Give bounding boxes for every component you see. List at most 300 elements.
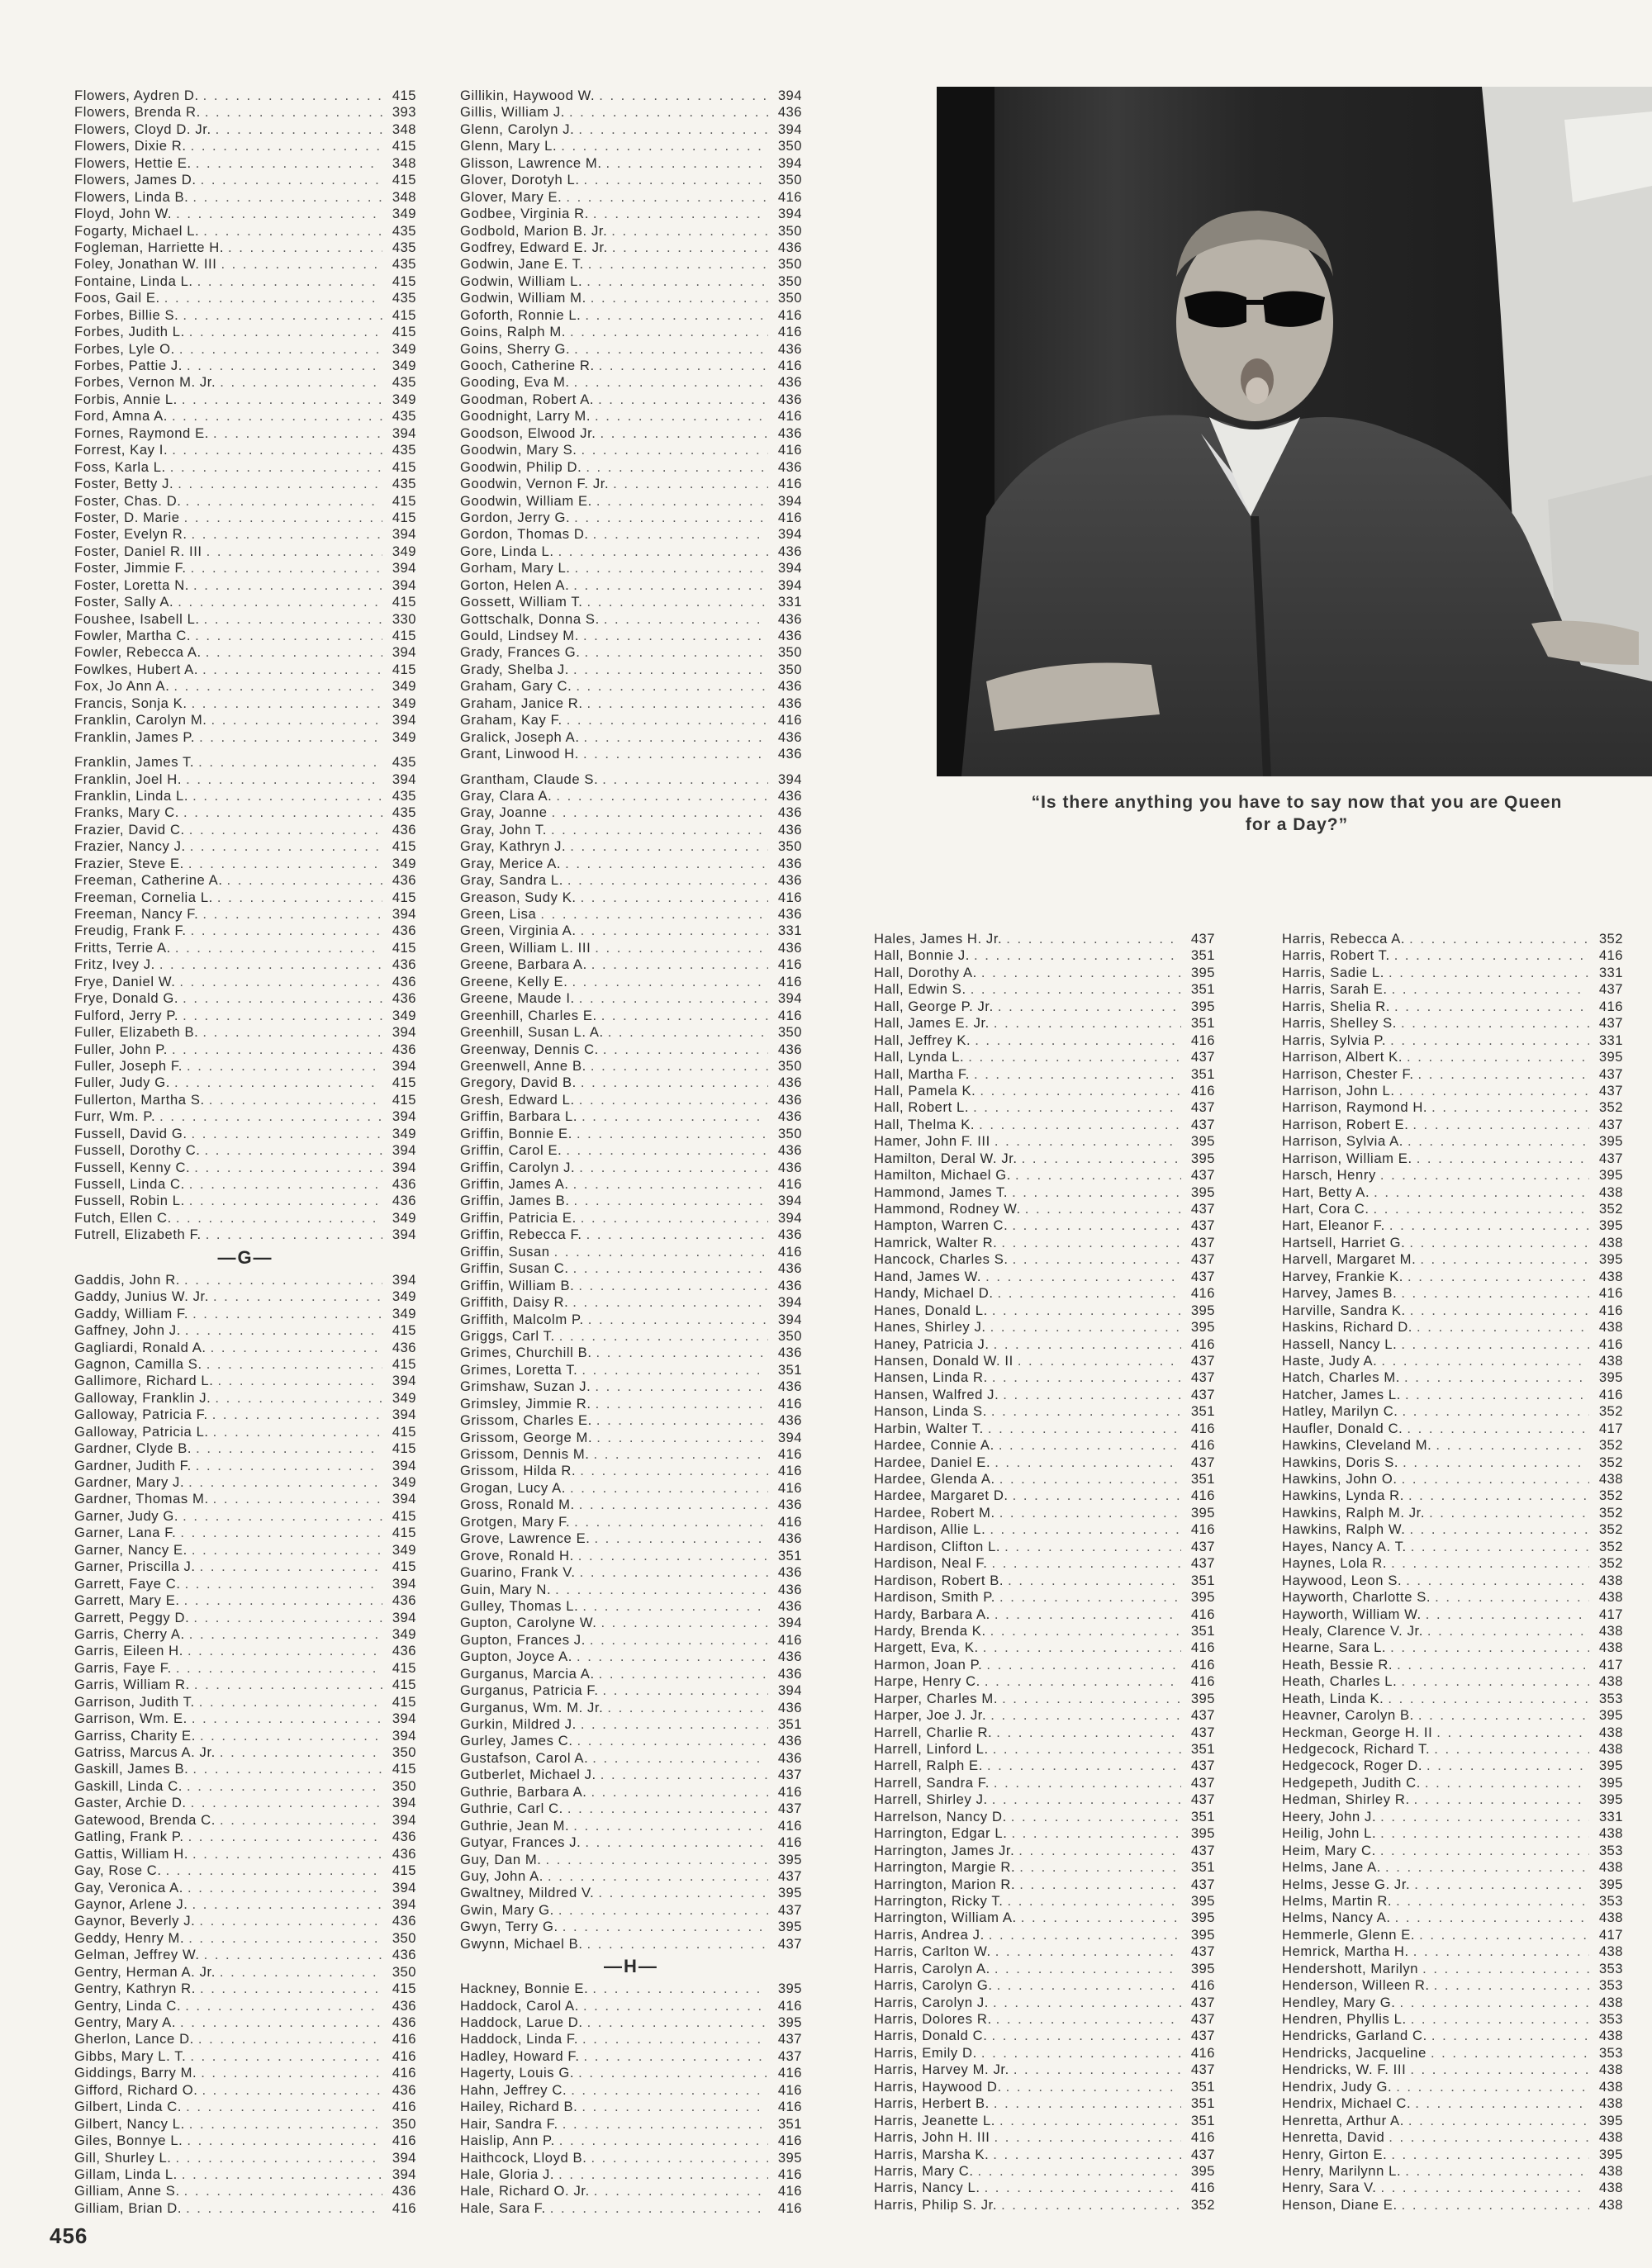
entry-name: Foushee, Isabell L. [74, 610, 200, 627]
entry-name: Gorton, Helen A. [460, 576, 570, 593]
index-entry [460, 1981, 802, 1997]
leader-dots [990, 1521, 1181, 1538]
entry-page: 350 [777, 838, 802, 855]
leader-dots [572, 974, 768, 990]
entry-page: 395 [1190, 2162, 1215, 2179]
entry-name: Hanes, Shirley J. [874, 1319, 986, 1336]
index-entry [460, 88, 802, 104]
leader-dots [1380, 1825, 1589, 1842]
entry-page: 416 [1190, 1437, 1215, 1454]
entry-name: Hall, George P. Jr. [874, 998, 994, 1014]
entry-name: Forbes, Pattie J. [74, 358, 183, 373]
leader-dots [205, 1142, 383, 1159]
index-entry [874, 1235, 1215, 1251]
entry-name: Helms, Jane A. [1282, 1859, 1381, 1876]
entry-name: Gwin, Mary G. [460, 1901, 554, 1918]
entry-page: 394 [392, 1609, 416, 1625]
entry-page: 436 [392, 1997, 416, 2014]
index-entry [460, 577, 802, 594]
entry-name: Foos, Gail E. [74, 290, 160, 306]
entry-name: Harpe, Henry C. [874, 1673, 980, 1690]
index-entry [74, 189, 416, 206]
leader-dots [573, 662, 768, 678]
entry-name: Foster, Loretta N. [74, 576, 189, 593]
entry-name: Furr, Wm. P. [74, 1108, 156, 1125]
index-entry [74, 2200, 416, 2217]
leader-dots [595, 1378, 768, 1395]
index-entry [874, 999, 1215, 1015]
entry-name: Handy, Michael D. [874, 1285, 994, 1302]
index-entry [74, 1210, 416, 1227]
entry-name: Goodwin, William E. [460, 492, 592, 509]
leader-dots [584, 729, 768, 746]
entry-page: 416 [1190, 2129, 1215, 2146]
index-entry [1282, 2163, 1623, 2180]
entry-page: 394 [392, 1407, 416, 1423]
leader-dots [592, 1750, 768, 1767]
index-entry [1282, 1927, 1623, 1943]
entry-name: Gottschalk, Donna S. [460, 610, 600, 627]
entry-page: 394 [392, 1227, 416, 1243]
leader-dots [995, 1606, 1181, 1623]
entry-page: 415 [392, 492, 416, 509]
entry-name: Harris, Robert T. [1282, 947, 1390, 964]
entry-page: 438 [1598, 2162, 1623, 2179]
leader-dots [558, 1902, 768, 1919]
entry-page: 436 [392, 1947, 416, 1963]
index-entry [460, 1682, 802, 1699]
leader-dots [195, 628, 382, 644]
index-entry [460, 1649, 802, 1665]
leader-dots [1380, 1809, 1589, 1825]
leader-dots [593, 206, 768, 222]
entry-name: Harris, Shelley S. [1282, 1015, 1397, 1032]
entry-name: Grogan, Lucy A. [460, 1479, 566, 1496]
leader-dots [175, 940, 382, 956]
entry-page: 415 [392, 88, 416, 103]
entry-page: 415 [392, 1559, 416, 1575]
index-entry [874, 1049, 1215, 1065]
entry-page: 438 [1598, 1471, 1623, 1487]
index-entry [74, 804, 416, 821]
entry-name: Gilliam, Brian D. [74, 2199, 183, 2216]
entry-name: Gifford, Richard O. [74, 2081, 198, 2098]
leader-dots [1414, 1877, 1589, 1893]
entry-page: 437 [1190, 1791, 1215, 1808]
index-entry [460, 1750, 802, 1767]
letter-heading: —G— [217, 1246, 273, 1268]
entry-name: Harris, Emily D. [874, 2044, 977, 2061]
entry-page: 437 [1190, 1842, 1215, 1858]
entry-name: Fornes, Raymond E. [74, 425, 209, 441]
index-entry [1282, 1539, 1623, 1555]
leader-dots [1389, 1217, 1589, 1234]
leader-dots [577, 1126, 768, 1142]
leader-dots [220, 1812, 382, 1829]
entry-name: Gurganus, Marcia A. [460, 1665, 595, 1682]
entry-page: 416 [1190, 1656, 1215, 1673]
index-entry [874, 1943, 1215, 1960]
entry-page: 415 [392, 628, 416, 643]
entry-name: Gore, Linda L. [460, 543, 554, 559]
entry-name: Godbee, Virginia R. [460, 206, 589, 222]
leader-dots [203, 88, 382, 104]
entry-page: 438 [1598, 1825, 1623, 1842]
index-entry [460, 543, 802, 560]
entry-name: Hatch, Charles M. [1282, 1369, 1400, 1386]
index-entry [874, 1877, 1215, 1893]
entry-name: Franks, Mary C. [74, 804, 180, 821]
leader-dots [1436, 1437, 1589, 1454]
index-entry [874, 1251, 1215, 1268]
index-entry [874, 2095, 1215, 2112]
index-entry [74, 1728, 416, 1744]
entry-name: Hassell, Nancy L. [1282, 1336, 1398, 1352]
entry-page: 415 [392, 138, 416, 154]
leader-dots [1385, 1859, 1589, 1876]
entry-name: Guy, John A. [460, 1867, 544, 1884]
entry-page: 352 [1598, 1504, 1623, 1521]
index-entry [874, 2011, 1215, 2028]
leader-dots [183, 307, 382, 324]
index-entry [1282, 1995, 1623, 2011]
entry-name: Hardison, Allie L. [874, 1521, 986, 1538]
entry-page: 416 [1190, 1977, 1215, 1994]
leader-dots [559, 1328, 768, 1345]
entry-name: Harrell, Charlie R. [874, 1724, 993, 1740]
index-entry [74, 1024, 416, 1041]
entry-name: Hendricks, W. F. III [1282, 2062, 1407, 2078]
index-entry [460, 1378, 802, 1395]
leader-dots [995, 1454, 1181, 1471]
index-entry [74, 2150, 416, 2166]
index-entry [74, 2031, 416, 2047]
leader-dots [551, 822, 768, 838]
entry-page: 353 [1598, 2011, 1623, 2027]
entry-page: 435 [392, 442, 416, 458]
leader-dots [599, 1666, 768, 1682]
entry-name: Gherlon, Lance D. [74, 2031, 194, 2047]
entry-page: 415 [392, 939, 416, 956]
index-entry [74, 88, 416, 104]
entry-name: Hendricks, Garland C. [1282, 2028, 1427, 2044]
entry-page: 416 [1598, 1285, 1623, 1302]
index-entry [874, 1151, 1215, 1167]
entry-name: Hampton, Warren C. [874, 1217, 1009, 1234]
leader-dots [591, 290, 768, 306]
index-entry [874, 1521, 1215, 1538]
index-entry [1282, 1235, 1623, 1251]
entry-page: 438 [1598, 2095, 1623, 2112]
leader-dots [1422, 1961, 1589, 1977]
index-entry [1282, 1184, 1623, 1201]
entry-page: 437 [1598, 1082, 1623, 1098]
leader-dots [1401, 1336, 1589, 1353]
entry-name: Hales, James H. Jr. [874, 931, 1003, 947]
entry-page: 416 [1598, 1302, 1623, 1318]
photo-illustration [937, 87, 1652, 776]
entry-name: Heavner, Carolyn B. [1282, 1707, 1414, 1724]
index-entry [874, 1099, 1215, 1116]
entry-name: Gossett, William T. [460, 594, 583, 610]
entry-page: 331 [777, 923, 802, 939]
index-entry [1282, 1943, 1623, 1960]
entry-page: 349 [392, 1288, 416, 1305]
leader-dots [992, 1302, 1181, 1319]
index-entry [874, 1505, 1215, 1521]
index-entry [1282, 1877, 1623, 1893]
entry-name: Hardison, Robert B. [874, 1572, 1004, 1588]
entry-page: 394 [777, 88, 802, 103]
entry-page: 435 [392, 787, 416, 804]
entry-name: Fulford, Jerry P. [74, 1007, 179, 1023]
index-entry [74, 391, 416, 408]
entry-name: Gupton, Frances J. [460, 1631, 586, 1648]
entry-name: Harris, Rebecca A. [1282, 931, 1406, 947]
leader-dots [585, 1834, 768, 1851]
leader-dots [220, 374, 382, 391]
leader-dots [183, 1008, 382, 1024]
entry-name: Hardee, Daniel E. [874, 1454, 991, 1470]
entry-name: Haislip, Ann P. [460, 2133, 555, 2149]
index-entry [460, 712, 802, 728]
entry-name: Goodwin, Vernon F. Jr. [460, 476, 610, 492]
leader-dots [993, 2147, 1181, 2163]
leader-dots [1412, 1117, 1589, 1133]
entry-name: Ford, Amna A. [74, 408, 168, 425]
leader-dots [179, 341, 382, 358]
index-entry [1282, 1117, 1623, 1133]
index-entry [74, 1592, 416, 1609]
leader-dots [190, 838, 382, 855]
entry-page: 436 [777, 1260, 802, 1277]
entry-page: 416 [1598, 947, 1623, 964]
index-entry [874, 1336, 1215, 1353]
index-entry [74, 493, 416, 510]
leader-dots [189, 1626, 382, 1643]
index-entry [1282, 1521, 1623, 1538]
leader-dots [579, 1160, 768, 1176]
entry-name: Fogleman, Harriette H. [74, 239, 225, 255]
index-entry [874, 1573, 1215, 1589]
entry-name: Garrett, Mary E. [74, 1592, 180, 1609]
entry-name: Griffin, James A. [460, 1176, 569, 1192]
leader-dots [586, 273, 768, 290]
leader-dots [1408, 1133, 1589, 1150]
index-entry [1282, 1049, 1623, 1065]
index-entry [460, 1278, 802, 1294]
entry-name: Harris, Marsha K. [874, 2146, 990, 2162]
index-entry [874, 2045, 1215, 2062]
index-entry [1282, 2045, 1623, 2062]
entry-name: Freeman, Cornelia L. [74, 889, 213, 905]
entry-name: Fuller, John P. [74, 1041, 168, 1057]
entry-page: 416 [1190, 2044, 1215, 2061]
entry-page: 437 [1598, 1015, 1623, 1032]
entry-name: Harrison, Robert E. [1282, 1116, 1409, 1132]
leader-dots [556, 788, 768, 804]
index-entry [460, 990, 802, 1007]
entry-page: 394 [777, 492, 802, 509]
leader-dots [178, 594, 382, 610]
entry-name: Gilbert, Nancy L. [74, 2115, 185, 2132]
leader-dots [191, 923, 382, 939]
entry-name: Heath, Charles L. [1282, 1673, 1398, 1690]
index-entry [74, 1176, 416, 1193]
index-entry [74, 1227, 416, 1243]
entry-name: Greene, Barbara A. [460, 956, 587, 973]
index-entry [460, 2031, 802, 2047]
index-entry [460, 459, 802, 476]
index-entry [74, 1998, 416, 2014]
index-entry [74, 771, 416, 788]
entry-page: 394 [777, 1429, 802, 1445]
leader-dots [1390, 1032, 1589, 1049]
leader-dots [1019, 1877, 1181, 1893]
entry-page: 437 [777, 2031, 802, 2047]
leader-dots [1409, 931, 1589, 947]
leader-dots [1429, 1505, 1589, 1521]
entry-page: 349 [392, 855, 416, 871]
entry-name: Foster, Evelyn R. [74, 526, 188, 543]
entry-name: Hamilton, Deral W. Jr. [874, 1150, 1018, 1166]
entry-name: Gagliardi, Ronald A. [74, 1339, 206, 1355]
leader-dots [611, 223, 768, 240]
entry-name: Gilliam, Anne S. [74, 2183, 180, 2199]
index-entry [74, 1373, 416, 1389]
entry-name: Gordon, Thomas D. [460, 526, 589, 543]
index-entry [74, 2099, 416, 2115]
leader-dots [1011, 1825, 1181, 1842]
leader-dots [1401, 1673, 1589, 1690]
leader-dots [577, 1649, 768, 1665]
index-entry [874, 1893, 1215, 1910]
entry-name: Hancock, Charles S. [874, 1251, 1009, 1268]
entry-page: 416 [777, 889, 802, 905]
entry-name: Gross, Ronald M. [460, 1497, 575, 1513]
index-entry [460, 256, 802, 273]
entry-name: Heery, John J. [1282, 1808, 1377, 1824]
leader-dots [188, 1643, 382, 1659]
entry-page: 353 [1598, 1960, 1623, 1976]
leader-dots [567, 872, 768, 889]
entry-name: Hendren, Phyllis L. [1282, 2011, 1407, 2027]
entry-page: 437 [777, 1901, 802, 1918]
leader-dots [1408, 1487, 1589, 1504]
leader-dots [574, 341, 768, 358]
index-entry [460, 974, 802, 990]
leader-dots [1003, 1387, 1181, 1403]
index-entry [460, 838, 802, 855]
index-entry [460, 189, 802, 206]
leader-dots [584, 2048, 768, 2065]
leader-dots [586, 1227, 768, 1243]
leader-dots [602, 771, 768, 788]
entry-page: 395 [1598, 1791, 1623, 1808]
index-entry [460, 940, 802, 956]
entry-page: 350 [392, 1929, 416, 1946]
entry-page: 416 [1598, 1336, 1623, 1352]
entry-page: 436 [777, 1159, 802, 1175]
leader-dots [587, 1936, 768, 1952]
leader-dots [203, 223, 382, 240]
entry-page: 436 [777, 695, 802, 711]
entry-page: 437 [1598, 1116, 1623, 1132]
leader-dots [191, 1795, 382, 1811]
entry-name: Gaskill, James B. [74, 1761, 189, 1777]
entry-name: Grantham, Claude S. [460, 771, 599, 787]
entry-name: Flowers, Aydren D. [74, 88, 199, 103]
entry-page: 437 [777, 1767, 802, 1783]
index-entry [460, 290, 802, 306]
entry-name: Griffin, James B. [460, 1193, 570, 1209]
index-entry [1282, 2129, 1623, 2146]
index-entry [1282, 1775, 1623, 1791]
entry-name: Frazier, Steve E. [74, 855, 184, 871]
index-entry [1282, 1910, 1623, 1926]
index-entry [74, 1288, 416, 1305]
leader-dots [992, 1791, 1181, 1808]
leader-dots [1418, 1066, 1589, 1083]
index-entry [874, 1184, 1215, 1201]
entry-page: 416 [1190, 2180, 1215, 2196]
leader-dots [189, 324, 382, 340]
entry-name: Gresh, Edward L. [460, 1091, 575, 1108]
leader-dots [979, 1117, 1181, 1133]
entry-page: 352 [1598, 1487, 1623, 1504]
entry-page: 416 [1190, 1420, 1215, 1436]
index-entry [74, 1458, 416, 1474]
entry-page: 436 [777, 1108, 802, 1125]
entry-name: Hawkins, Cleveland M. [1282, 1437, 1432, 1454]
index-entry [460, 1328, 802, 1345]
leader-dots [1409, 1235, 1589, 1251]
entry-name: Fuller, Elizabeth B. [74, 1024, 199, 1041]
index-entry [1282, 1487, 1623, 1504]
entry-name: Healy, Clarence V. Jr. [1282, 1622, 1423, 1639]
leader-dots [183, 804, 382, 821]
index-entry [74, 560, 416, 576]
leader-dots [192, 1542, 382, 1559]
entry-name: Grimshaw, Suzan J. [460, 1378, 591, 1395]
leader-dots [176, 1210, 382, 1227]
index-entry [1282, 931, 1623, 947]
leader-dots [192, 788, 382, 804]
entry-page: 436 [777, 340, 802, 357]
entry-name: Harrison, Albert K. [1282, 1049, 1403, 1065]
index-entry [74, 2133, 416, 2149]
index-entry [74, 594, 416, 610]
entry-name: Garrett, Peggy D. [74, 1609, 190, 1625]
index-entry [874, 931, 1215, 947]
entry-name: Fogarty, Michael L. [74, 222, 200, 239]
leader-dots [166, 1862, 382, 1879]
index-entry [874, 1910, 1215, 1926]
entry-name: Haufler, Donald C. [1282, 1420, 1403, 1436]
index-entry [1282, 1099, 1623, 1116]
entry-name: Harris, Mary C. [874, 2162, 974, 2179]
leader-dots [573, 577, 768, 594]
index-entry [460, 1362, 802, 1378]
leader-dots [227, 872, 382, 889]
entry-page: 416 [777, 1631, 802, 1648]
entry-page: 416 [777, 1513, 802, 1530]
index-entry [74, 678, 416, 695]
leader-dots [192, 1761, 382, 1777]
entry-name: Gaffney, John J. [74, 1322, 181, 1339]
leader-dots [579, 1497, 768, 1513]
leader-dots [1391, 2147, 1589, 2163]
